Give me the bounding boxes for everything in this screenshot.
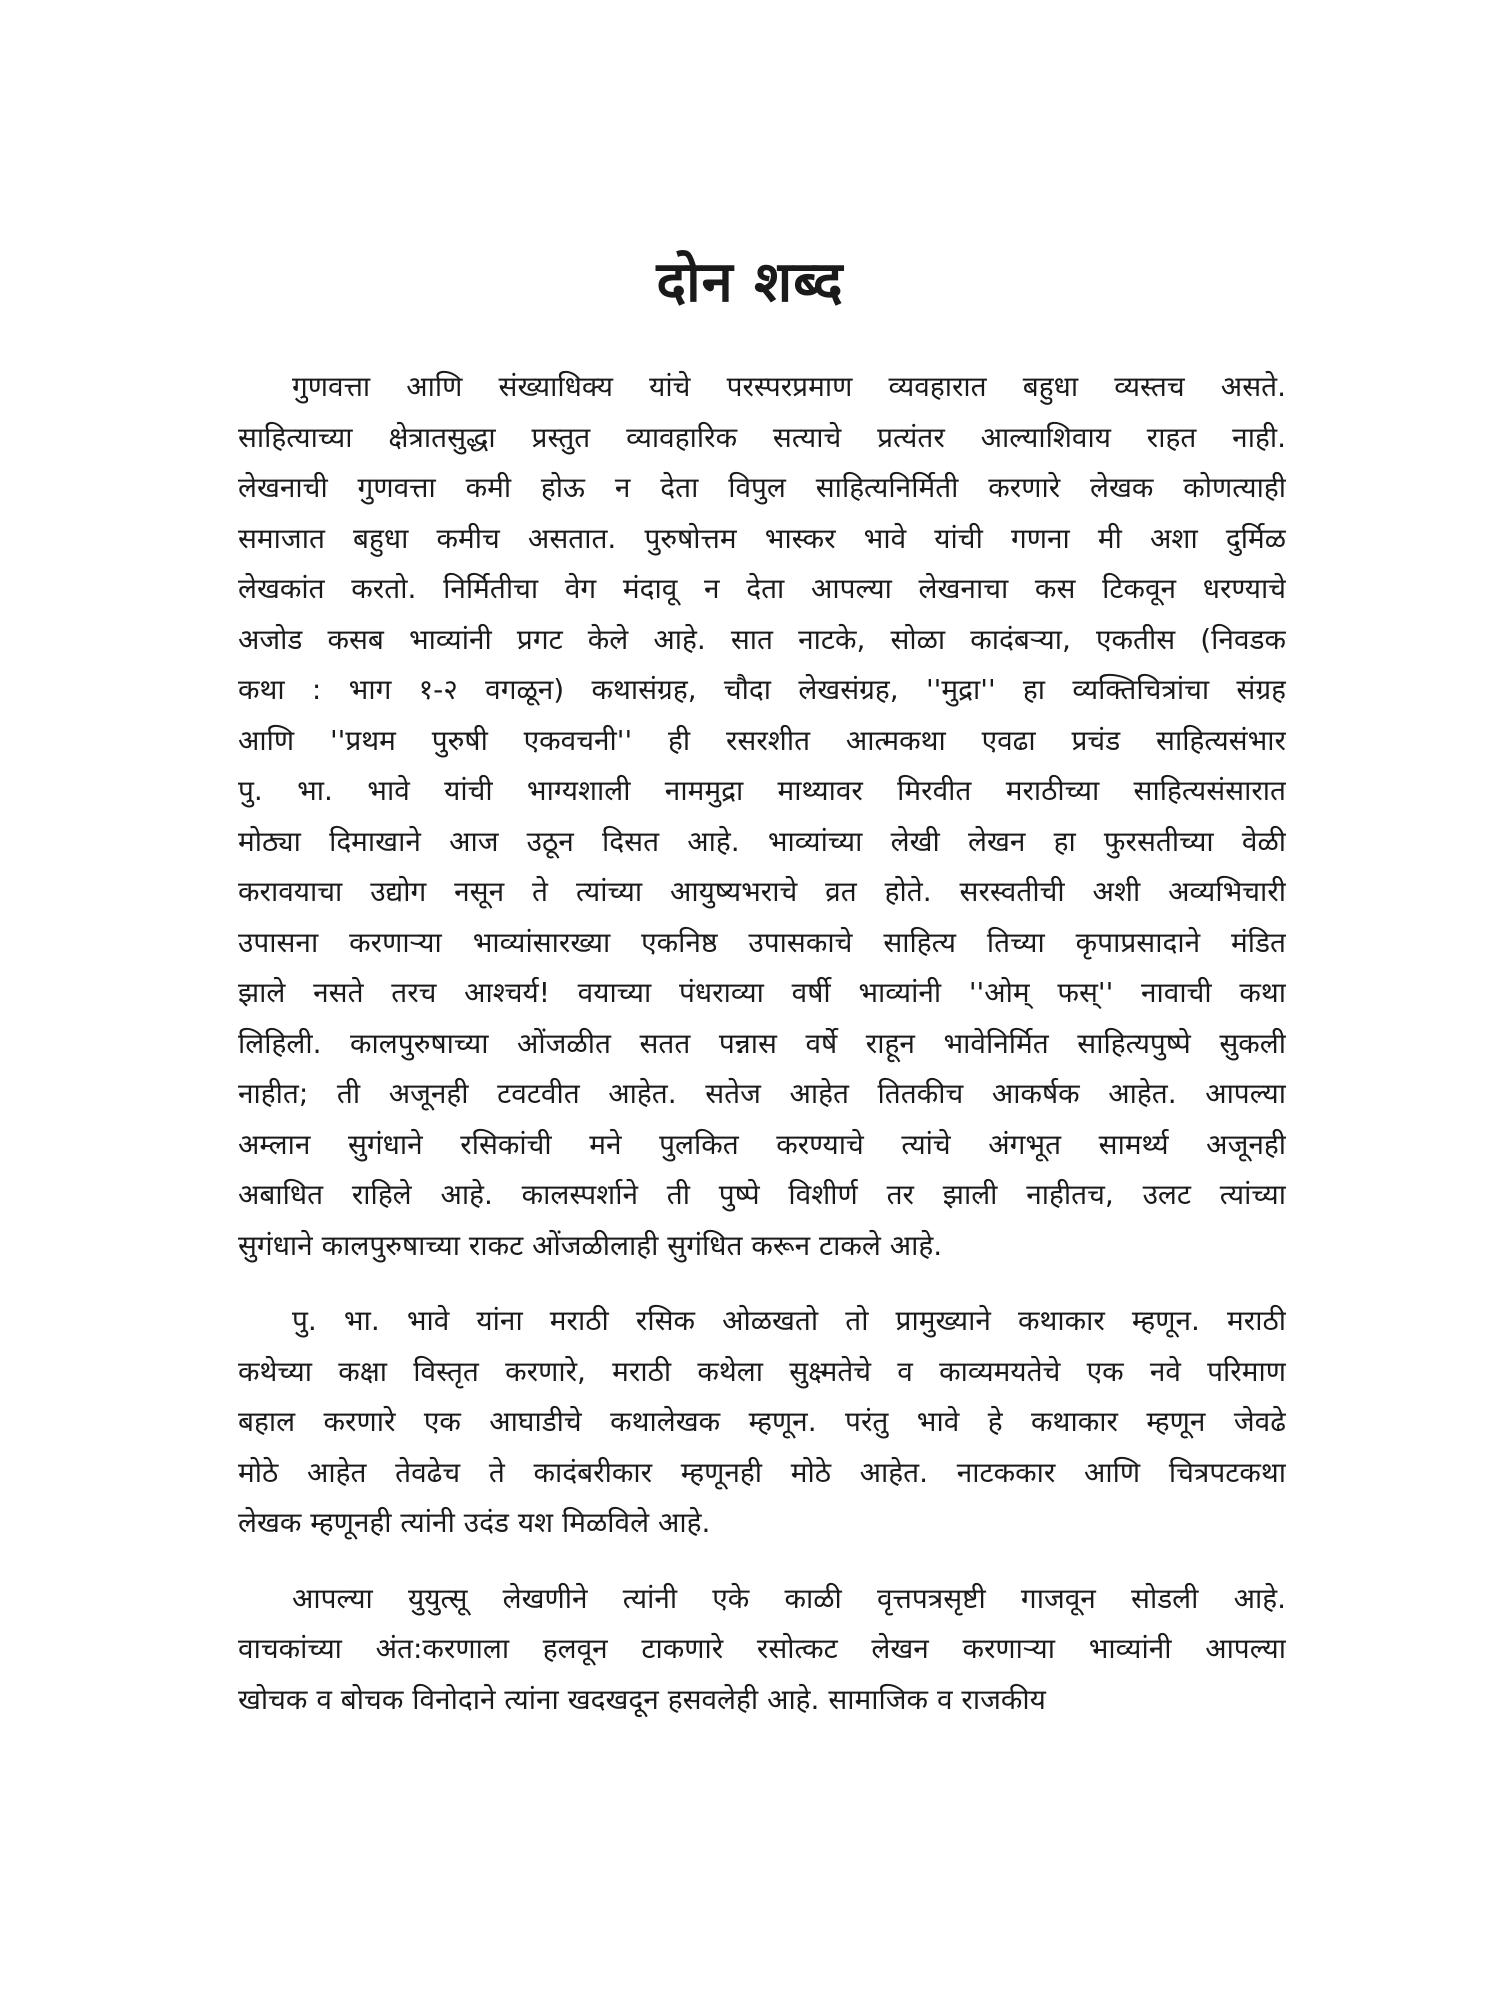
text-line: सुगंधाने कालपुरुषाच्या राकट ओंजळीलाही सुगंधित करून टाकले आहे. bbox=[238, 1228, 943, 1262]
paragraph-gap bbox=[238, 1549, 1286, 1574]
text-line: गुणवत्ता आणि संख्याधिक्य यांचे परस्परप्रमाण व्यवहारात बहुधा व्यस्तच असते. bbox=[292, 370, 1286, 403]
text-line: अजोड कसब भाव्यांनी प्रगट केले आहे. सात नाटके, सोळा कादंबऱ्या, एकतीस (निवडक bbox=[238, 622, 1286, 656]
text-line: पु. भा. भावे यांना मराठी रसिक ओळखतो तो प्रामुख्याने कथाकार म्हणून. मराठी bbox=[292, 1304, 1286, 1337]
text-line: मोठे आहेत तेवढेच ते कादंबरीकार म्हणूनही मोठे आहेत. नाटककार आणि चित्रपटकथा bbox=[238, 1455, 1286, 1489]
paragraph bbox=[238, 1296, 1286, 1549]
text-line: लेखकांत करतो. निर्मितीचा वेग मंदावू न देता आपल्या लेखनाचा कस टिकवून धरण्याचे bbox=[238, 572, 1286, 605]
page-title: दोन शब्द bbox=[656, 250, 844, 315]
text-line: उपासना करणाऱ्या भाव्यांसारख्या एकनिष्ठ उपासकाचे साहित्य तिच्या कृपाप्रसादाने मंडित bbox=[238, 925, 1286, 959]
paragraph bbox=[238, 1574, 1286, 1726]
text-line: खोचक व बोचक विनोदाने त्यांना खदखदून हसवलेही आहे. सामाजिक व राजकीय bbox=[238, 1682, 1046, 1716]
text-line: समाजात बहुधा कमीच असतात. पुरुषोत्तम भास्कर भावे यांची गणना मी अशा दुर्मिळ bbox=[238, 521, 1286, 555]
text-line: लेखनाची गुणवत्ता कमी होऊ न देता विपुल साहित्यनिर्मिती करणारे लेखक कोणत्याही bbox=[238, 471, 1286, 504]
text-line: पु. भा. भावे यांची भाग्यशाली नाममुद्रा माथ्यावर मिरवीत मराठीच्या साहित्यसंसारात bbox=[238, 774, 1286, 807]
text-line: कथा : भाग १-२ वगळून) कथासंग्रह, चौदा लेखसंग्रह, ''मुद्रा'' हा व्यक्तिचित्रांचा संग्रह bbox=[238, 673, 1286, 706]
text-line: आपल्या युयुत्सू लेखणीने त्यांनी एके काळी वृत्तपत्रसृष्टी गाजवून सोडली आहे. bbox=[292, 1581, 1286, 1615]
text-line: वाचकांच्या अंत:करणाला हलवून टाकणारे रसोत्कट लेखन करणाऱ्या भाव्यांनी आपल्या bbox=[238, 1632, 1286, 1665]
text-line: साहित्याच्या क्षेत्रातसुद्धा प्रस्तुत व्यावहारिक सत्याचे प्रत्यंतर आल्याशिवाय राहत नाही. bbox=[238, 420, 1286, 454]
paragraph-gap bbox=[238, 1271, 1286, 1296]
text-line: लिहिली. कालपुरुषाच्या ओंजळीत सतत पन्नास वर्षे राहून भावेनिर्मित साहित्यपुष्पे सुकली bbox=[238, 1026, 1286, 1060]
body-text bbox=[238, 362, 1286, 1725]
text-line: बहाल करणारे एक आघाडीचे कथालेखक म्हणून. परंतु भावे हे कथाकार म्हणून जेवढे bbox=[238, 1405, 1286, 1438]
text-line: अबाधित राहिले आहे. कालस्पर्शाने ती पुष्पे विशीर्ण तर झाली नाहीतच, उलट त्यांच्या bbox=[238, 1178, 1286, 1211]
text-line: झाले नसते तरच आश्चर्य! वयाच्या पंधराव्या वर्षी भाव्यांनी ''ओम् फस्'' नावाची कथा bbox=[238, 976, 1286, 1009]
text-line: मोठ्या दिमाखाने आज उठून दिसत आहे. भाव्यांच्या लेखी लेखन हा फुरसतीच्या वेळी bbox=[238, 824, 1286, 858]
text-line: करावयाचा उद्योग नसून ते त्यांच्या आयुष्यभराचे व्रत होते. सरस्वतीची अशी अव्यभिचारी bbox=[238, 875, 1286, 908]
paragraph bbox=[238, 362, 1286, 1271]
text-line: कथेच्या कक्षा विस्तृत करणारे, मराठी कथेला सुक्ष्मतेचे व काव्यमयतेचे एक नवे परिमाण bbox=[238, 1354, 1286, 1388]
text-line: अम्लान सुगंधाने रसिकांची मने पुलकित करण्याचे त्यांचे अंगभूत सामर्थ्य अजूनही bbox=[238, 1127, 1286, 1161]
text-line: नाहीत; ती अजूनही टवटवीत आहेत. सतेज आहेत तितकीच आकर्षक आहेत. आपल्या bbox=[238, 1077, 1286, 1110]
text-line: आणि ''प्रथम पुरुषी एकवचनी'' ही रसरशीत आत्मकथा एवढा प्रचंड साहित्यसंभार bbox=[238, 723, 1286, 757]
text-line: लेखक म्हणूनही त्यांनी उदंड यश मिळविले आहे. bbox=[238, 1506, 711, 1539]
